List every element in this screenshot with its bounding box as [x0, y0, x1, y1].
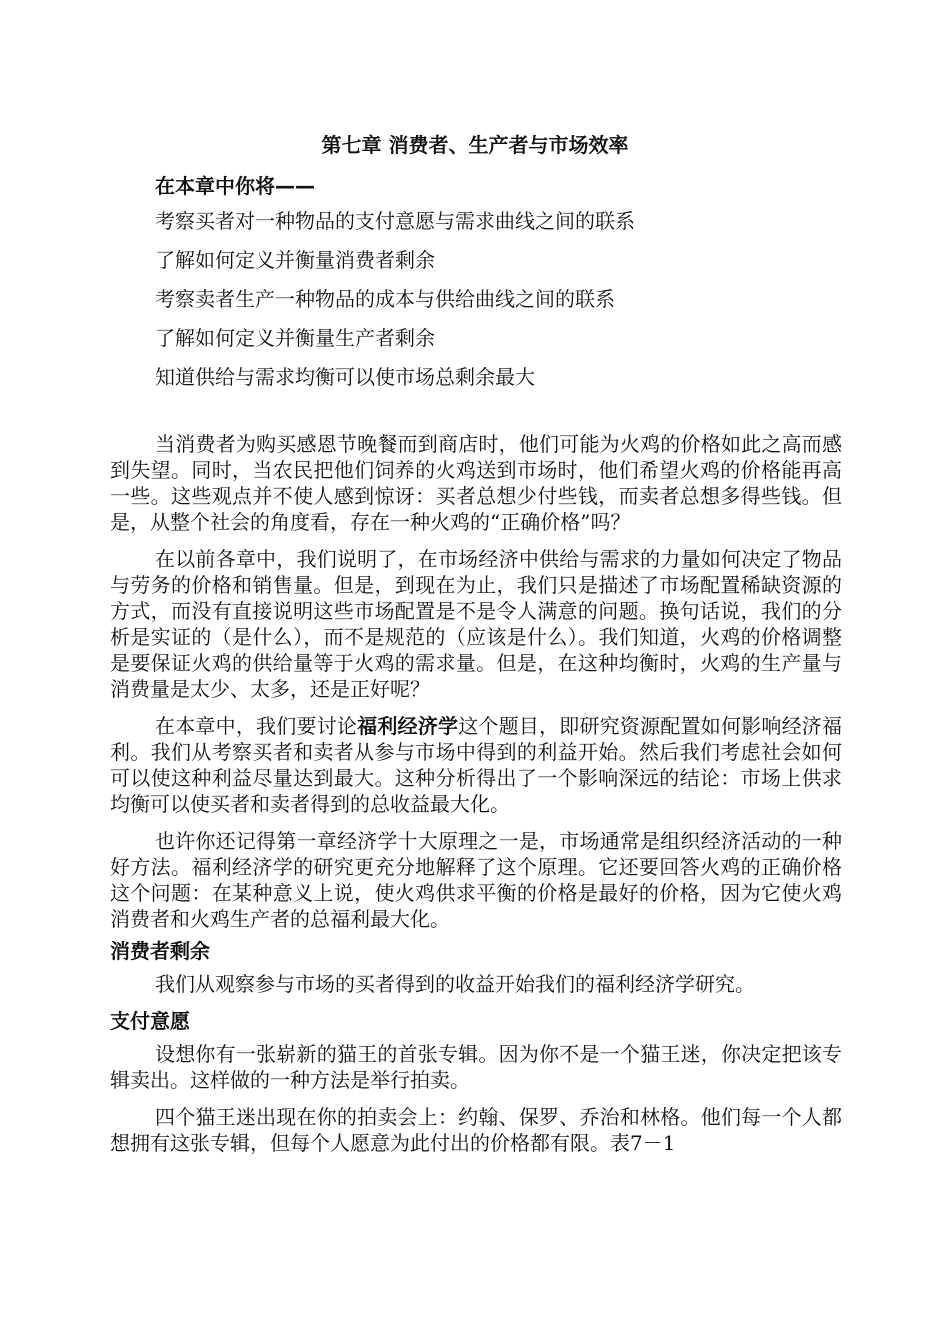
objective-item: 了解如何定义并衡量生产者剩余	[155, 326, 435, 350]
paragraph: 设想你有一张崭新的猫王的首张专辑。因为你不是一个猫王迷，你决定把该专辑卖出。这样做的一种方法是举行拍卖。	[110, 1042, 842, 1092]
paragraph-text: 在本章中，我们要讨论	[155, 714, 358, 738]
objective-item: 考察买者对一种物品的支付意愿与需求曲线之间的联系	[155, 209, 635, 233]
paragraph: 四个猫王迷出现在你的拍卖会上：约翰、保罗、乔治和林格。他们每一个人都想拥有这张专辑，但每个人愿意为此付出的价格都有限。表7－1	[110, 1105, 842, 1155]
body-text	[110, 431, 842, 1167]
learning-objectives	[155, 207, 635, 402]
paragraph: 当消费者为购买感恩节晚餐而到商店时，他们可能为火鸡的价格如此之高而感到失望。同时，当农民把他们饲养的火鸡送到市场时，他们希望火鸡的价格能再高一些。这些观点并不使人感到惊讶：买者总想少付些钱，而卖者总想多得些钱。但是，从整个社会的角度看，存在一种火鸡的“正确价格”吗？	[110, 432, 842, 534]
paragraph	[110, 713, 842, 817]
intro-heading: 在本章中你将——	[155, 174, 315, 198]
section-heading: 支付意愿	[110, 1009, 190, 1033]
objective-item: 考察卖者生产一种物品的成本与供给曲线之间的联系	[155, 287, 615, 311]
paragraph: 我们从观察参与市场的买者得到的收益开始我们的福利经济学研究。	[155, 972, 755, 996]
chapter-title: 第七章 消费者、生产者与市场效率	[321, 133, 629, 157]
section-heading: 消费者剩余	[110, 939, 210, 963]
key-term: 福利经济学	[357, 714, 459, 738]
objective-item: 了解如何定义并衡量消费者剩余	[155, 248, 435, 272]
paragraph: 也许你还记得第一章经济学十大原理之一是，市场通常是组织经济活动的一种好方法。福利经济学的研究更充分地解释了这个原理。它还要回答火鸡的正确价格这个问题：在某种意义上说，使火鸡供求平衡的价格是最好的价格，因为它使火鸡消费者和火鸡生产者的总福利最大化。	[110, 829, 842, 931]
paragraph-text: 这个题目，即研究资源配置如何影响经济福利。我们从考察买者和卖者从参与市场中得到的利益开始。然后我们考虑社会如何可以使这种利益尽量达到最大。这种分析得出了一个影响深远的结论：市场上供求均衡可以使买者和卖者得到的总收益最大化。	[110, 714, 843, 816]
objective-item: 知道供给与需求均衡可以使市场总剩余最大	[155, 365, 535, 389]
paragraph: 在以前各章中，我们说明了，在市场经济中供给与需求的力量如何决定了物品与劳务的价格和销售量。但是，到现在为止，我们只是描述了市场配置稀缺资源的方式，而没有直接说明这些市场配置是不是令人满意的问题。换句话说，我们的分析是实证的（是什么），而不是规范的（应该是什么）。我们知道，火鸡的价格调整是要保证火鸡的供给量等于火鸡的需求量。但是，在这种均衡时，火鸡的生产量与消费量是太少、太多，还是正好呢？	[110, 547, 842, 701]
